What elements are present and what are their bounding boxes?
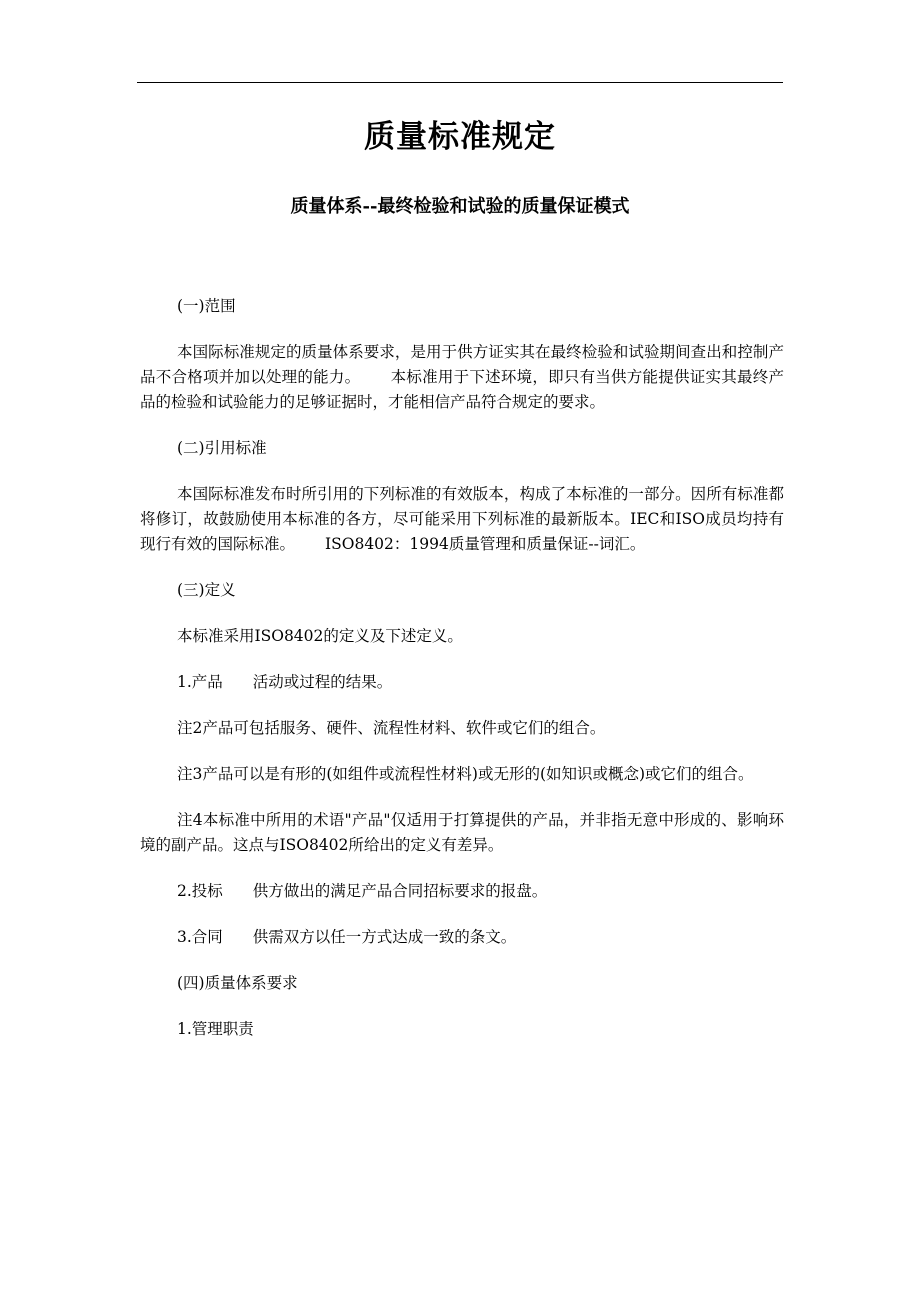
document-title: 质量标准规定 — [364, 119, 556, 155]
note-4: 注4本标准中所用的术语"产品"仅适用于打算提供的产品，并非指无意中形成的、影响环境的副产品。这点与ISO8402所给出的定义有差异。 — [140, 811, 784, 854]
note-2: 注2产品可包括服务、硬件、流程性材料、软件或它们的组合。 — [177, 719, 606, 737]
definition-text: 供方做出的满足产品合同招标要求的报盘。 — [252, 882, 548, 900]
definition-contract — [140, 925, 784, 950]
section-heading-references: (二)引用标准 — [177, 439, 267, 457]
paragraph-scope — [140, 340, 784, 415]
definition-term: 3.合同 — [177, 928, 223, 946]
paragraph-references — [140, 482, 784, 557]
definition-text: 供需双方以任一方式达成一致的条文。 — [252, 928, 517, 946]
references-sentence-2: ISO8402：1994质量管理和质量保证--词汇。 — [325, 535, 646, 553]
section-heading-scope: (一)范围 — [177, 297, 236, 315]
document-body — [140, 294, 784, 1063]
definition-term: 1.产品 — [177, 673, 223, 691]
definition-term: 2.投标 — [177, 882, 223, 900]
note-3: 注3产品可以是有形的(如组件或流程性材料)或无形的(如知识或概念)或它们的组合。 — [177, 765, 754, 783]
definition-product — [140, 670, 784, 695]
document-subtitle: 质量体系--最终检验和试验的质量保证模式 — [290, 196, 630, 217]
paragraph-definitions-intro: 本标准采用ISO8402的定义及下述定义。 — [177, 627, 463, 645]
scope-sentence-1: 本国际标准规定的质量体系要求，是用于供方证实其在最终检验和试验期间查出和控制产品不合格项并加以处理的能力。 — [140, 343, 784, 386]
requirement-item-management: 1.管理职责 — [177, 1020, 254, 1038]
scope-sentence-2: 本标准用于下述环境，即只有当供方能提供证实其最终产品的检验和试验能力的足够证据时，才能相信产品符合规定的要求。 — [140, 368, 784, 411]
section-heading-definitions: (三)定义 — [177, 581, 236, 599]
section-heading-requirements: (四)质量体系要求 — [177, 974, 298, 992]
definition-text: 活动或过程的结果。 — [252, 673, 393, 691]
header-rule — [137, 82, 783, 83]
definition-tender — [140, 879, 784, 904]
references-sentence-1: 本国际标准发布时所引用的下列标准的有效版本，构成了本标准的一部分。因所有标准都将修订，故鼓励使用本标准的各方，尽可能采用下列标准的最新版本。IEC和ISO成员均持有现行有效的国际标准。 — [140, 485, 784, 553]
